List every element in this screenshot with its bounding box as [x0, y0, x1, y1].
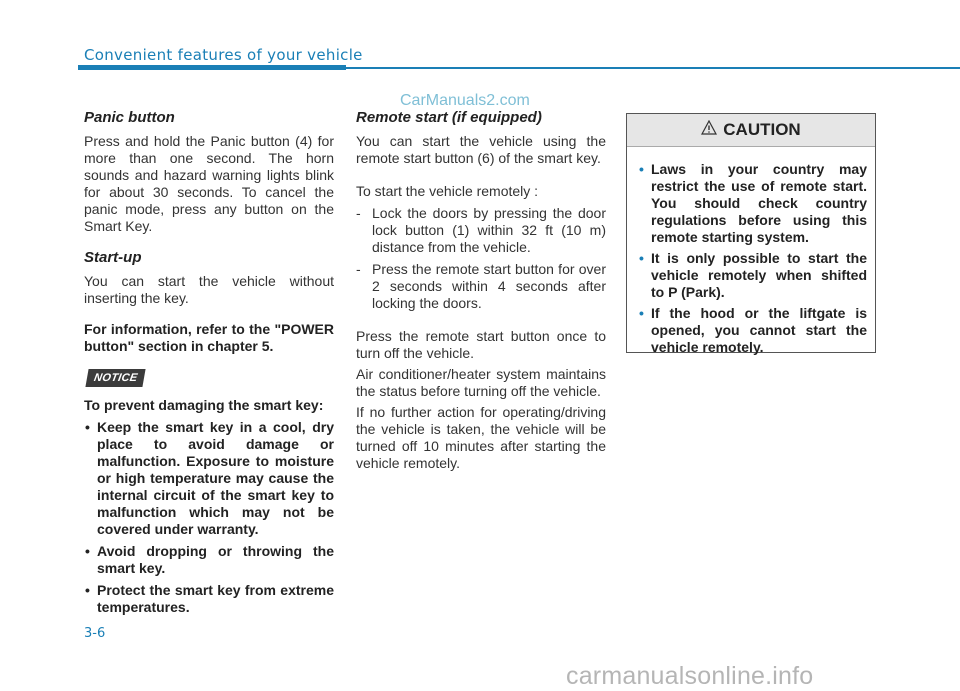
aircon-text: Air conditioner/heater system maintains the status before turning off the vehicle. — [356, 366, 606, 399]
watermark-top: CarManuals2.com — [400, 92, 530, 109]
remote-start-step-text: Lock the doors by pressing the door lock button (1) within 32 ft (10 m) distance from the vehicle. — [372, 205, 606, 255]
auto-off-text: If no further action for operating/driving the vehicle is taken, the vehicle will be turned off 10 minutes after starting the vehicle remotely. — [356, 404, 606, 471]
notice-intro: To prevent damaging the smart key: — [84, 397, 324, 413]
caution-list — [639, 161, 867, 356]
notice-badge: NOTICE — [85, 369, 146, 387]
remote-start-step — [356, 261, 606, 312]
caution-item: • Laws in your country may restrict the use of remote start. You should check country regulations before using this remote starting system. — [639, 161, 867, 246]
remote-start-intro: You can start the vehicle using the remote start button (6) of the smart key. — [356, 133, 606, 166]
notice-item: • Protect the smart key from extreme temperatures. — [84, 582, 334, 616]
watermark-bottom: carmanualsonline.info — [566, 662, 814, 690]
remote-start-instruction: To start the vehicle remotely : — [356, 183, 539, 199]
start-up-reference: For information, refer to the "POWER button" section in chapter 5. — [84, 321, 334, 354]
left-column — [84, 109, 334, 616]
caution-title: CAUTION — [723, 120, 801, 139]
remote-start-step-text: Press the remote start button for over 2 seconds within 4 seconds after locking the doors. — [372, 261, 606, 311]
caution-item: • It is only possible to start the vehicle remotely when shifted to P (Park). — [639, 250, 867, 301]
caution-box — [626, 113, 876, 353]
turn-off-text: Press the remote start button once to turn off the vehicle. — [356, 328, 606, 361]
start-up-heading: Start-up — [84, 249, 142, 266]
caution-body — [627, 147, 875, 356]
dash-marker: - — [356, 261, 361, 277]
notice-list — [84, 419, 334, 616]
panic-button-text: Press and hold the Panic button (4) for more than one second. The horn sounds and hazard warning lights blink for about 30 seconds. To cancel the panic mode, press any button on the Smart Key. — [84, 133, 334, 234]
panic-button-heading: Panic button — [84, 109, 175, 126]
header-rule-thin — [346, 67, 960, 69]
section-header-title: Convenient features of your vehicle — [84, 46, 363, 64]
middle-column — [356, 109, 606, 472]
remote-start-step — [356, 205, 606, 256]
notice-item: • Keep the smart key in a cool, dry place to avoid damage or malfunction. Exposure to moisture or high temperature may cause the internal circuit of the smart key to malfunction which may not be covered under warranty. — [84, 419, 334, 538]
caution-item: • If the hood or the liftgate is opened, you cannot start the vehicle remotely. — [639, 305, 867, 356]
warning-triangle-icon — [701, 120, 723, 140]
dash-marker: - — [356, 205, 361, 221]
caution-header — [627, 114, 875, 147]
remote-start-steps — [356, 205, 606, 312]
remote-start-heading: Remote start (if equipped) — [356, 109, 542, 126]
notice-item: • Avoid dropping or throwing the smart key. — [84, 543, 334, 577]
page-number: 3-6 — [84, 626, 106, 641]
header-rule-thick — [78, 65, 346, 70]
start-up-text: You can start the vehicle without inserting the key. — [84, 273, 334, 306]
